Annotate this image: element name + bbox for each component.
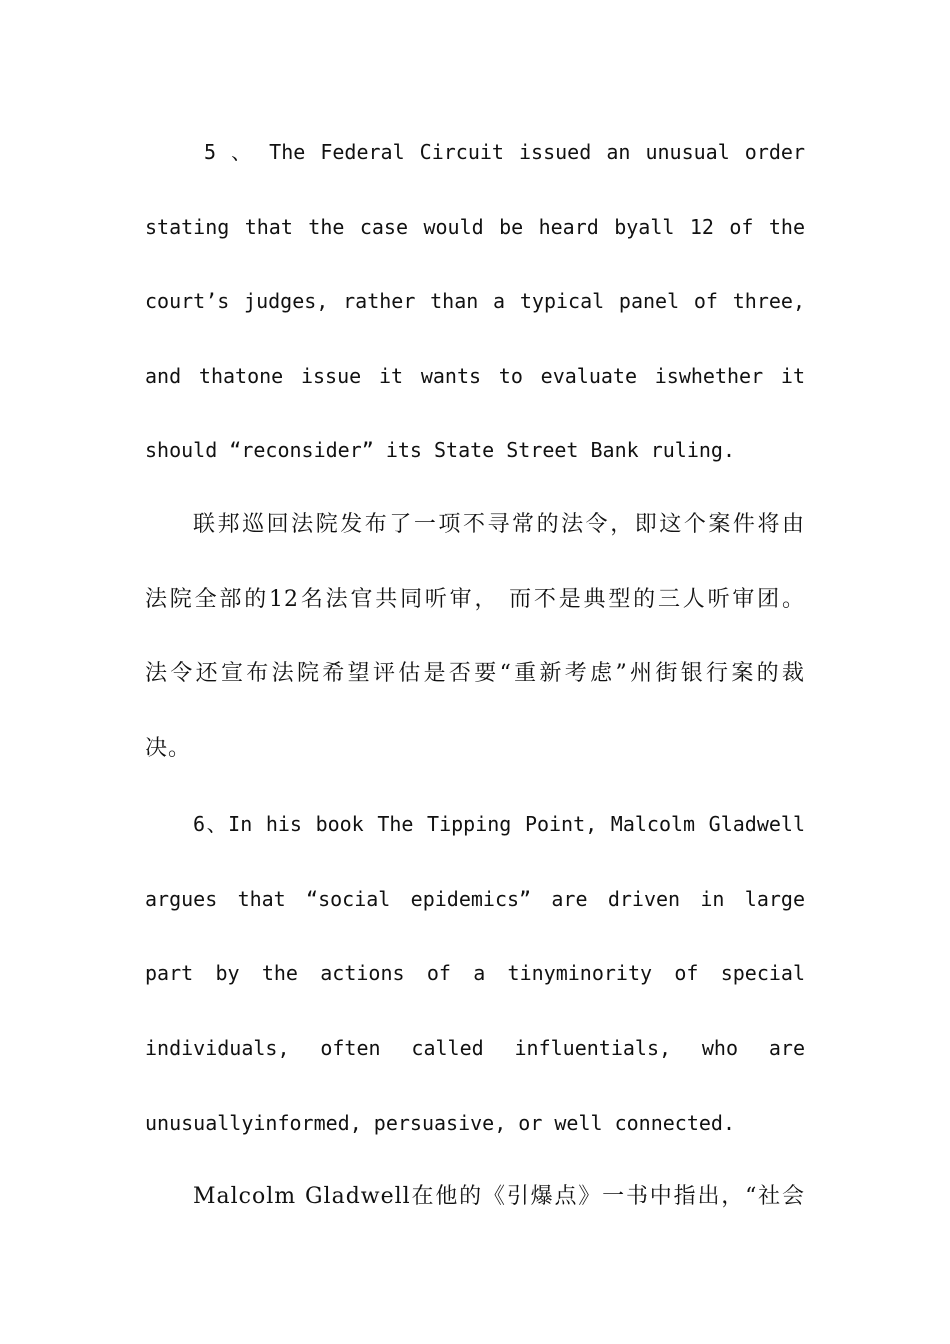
paragraph-5-line-4: and thatone issue it wants to evaluate iswhether it — [145, 364, 805, 388]
paragraph-5-line-3: court’s judges, rather than a typical panel of three, — [145, 289, 805, 313]
translation-5-line-3: 法令还宣布法院希望评估是否要“重新考虑”州街银行案的裁 — [145, 661, 805, 686]
paragraph-6-line-1: 6、In his book The Tipping Point, Malcolm Gladwell — [193, 812, 805, 836]
translation-5-line-4: 决。 — [145, 736, 192, 761]
paragraph-6-line-3: part by the actions of a tinyminority of special — [145, 961, 805, 985]
paragraph-5-line-5: should “reconsider” its State Street Bank ruling. — [145, 438, 736, 462]
paragraph-6-line-4: individuals, often called influentials, who are — [145, 1036, 805, 1060]
translation-5-line-2: 法院全部的12名法官共同听审， 而不是典型的三人听审团。 — [145, 587, 805, 612]
paragraph-6-line-5: unusuallyinformed, persuasive, or well connected. — [145, 1111, 736, 1135]
paragraph-5-line-1: 5 、 The Federal Circuit issued an unusual order — [204, 140, 805, 164]
paragraph-6-line-2: argues that “social epidemics” are driven in large — [145, 887, 805, 911]
translation-5-line-1: 联邦巡回法院发布了一项不寻常的法令，即这个案件将由 — [193, 512, 805, 537]
paragraph-5-line-2: stating that the case would be heard byall 12 of the — [145, 215, 805, 239]
translation-6-line-1: Malcolm Gladwell在他的《引爆点》一书中指出，“社会 — [193, 1184, 805, 1209]
